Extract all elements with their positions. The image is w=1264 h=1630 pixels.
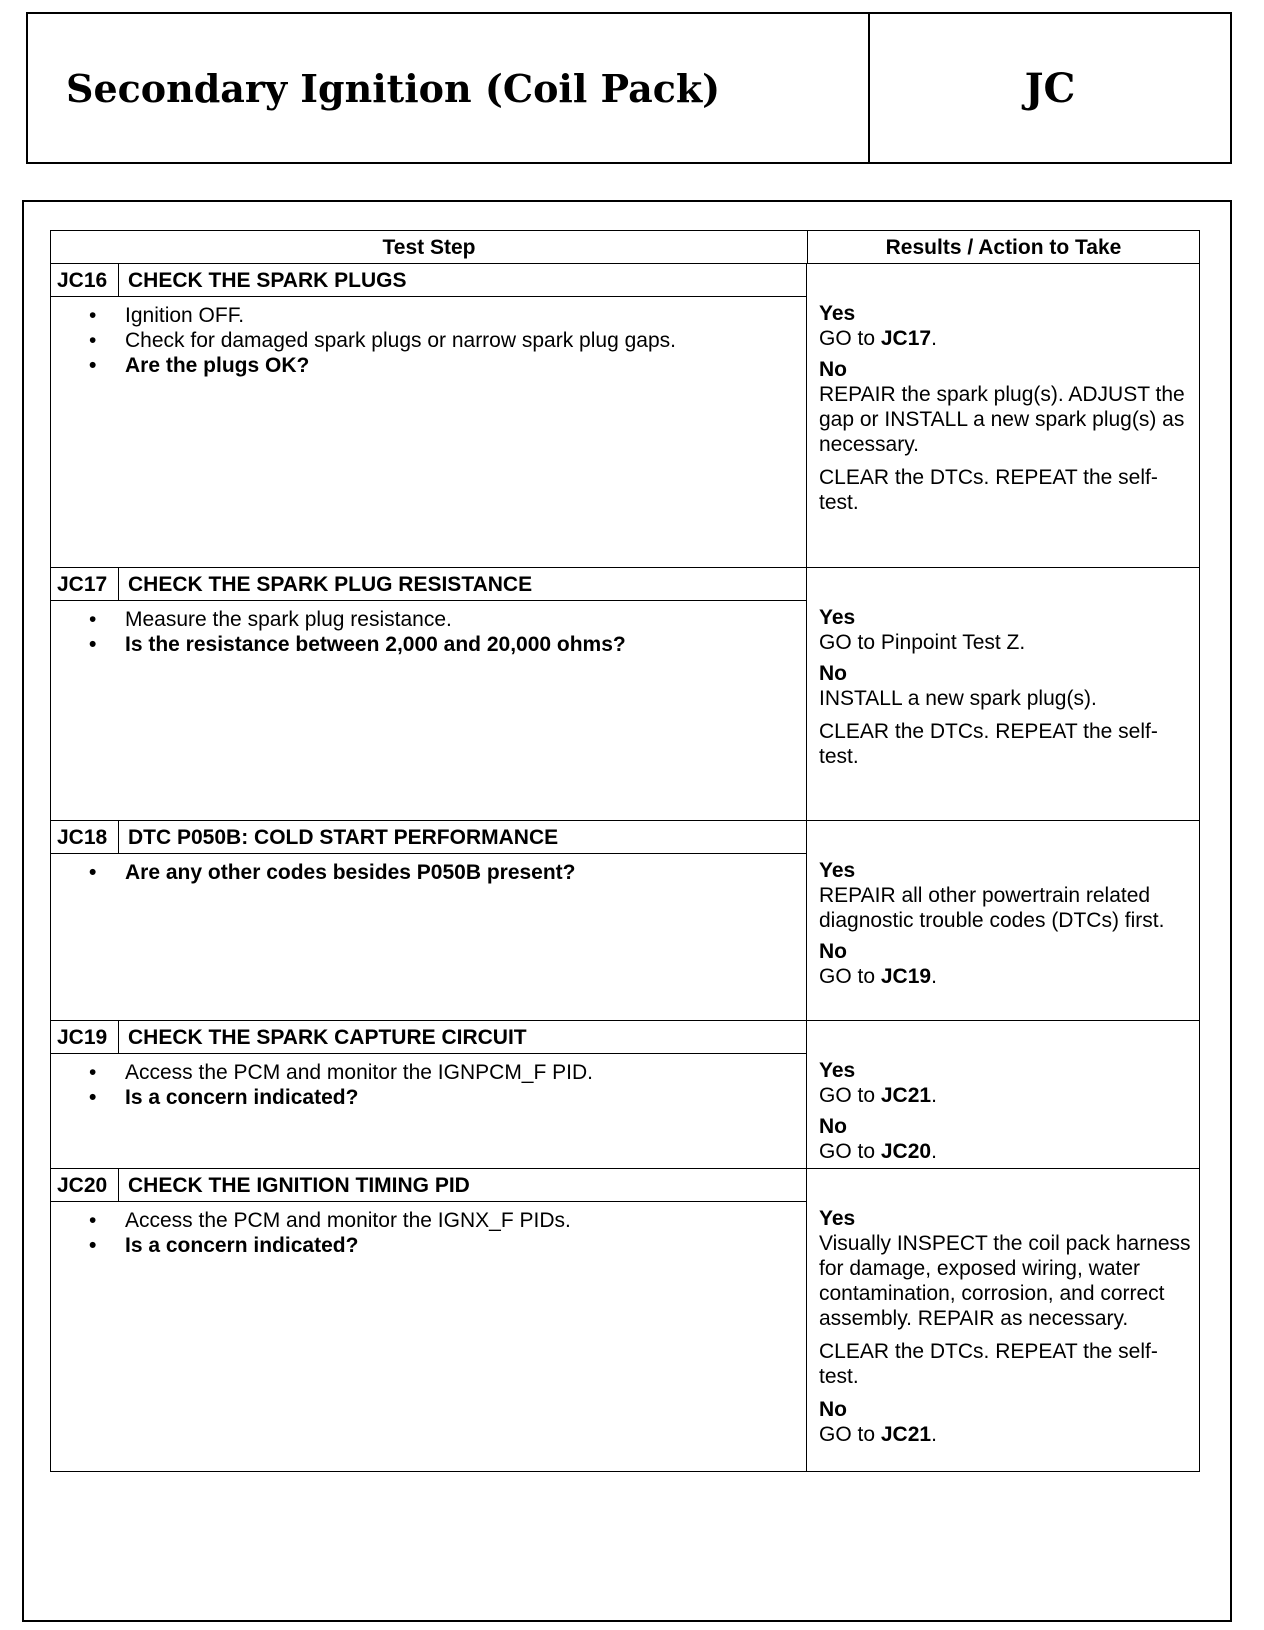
step-results [807, 264, 1199, 567]
yes-action: GO to Pinpoint Test Z. [819, 631, 1026, 654]
step-results [807, 1021, 1199, 1168]
no-action: GO to JC21. [819, 1423, 937, 1446]
yes-action: GO to JC21. [819, 1084, 937, 1107]
list-item: • Is the resistance between 2,000 and 20,000 ohms? [125, 632, 776, 657]
table-row [51, 264, 1199, 568]
col-header-test-step: Test Step [51, 231, 808, 263]
list-item: • Check for damaged spark plugs or narrow spark plug gaps. [125, 328, 776, 353]
no-label: No [819, 358, 847, 381]
no-action-followup: CLEAR the DTCs. REPEAT the self-test. [819, 720, 1158, 768]
section-code: JC [1024, 64, 1076, 112]
step-title: CHECK THE SPARK CAPTURE CIRCUIT [128, 1025, 527, 1049]
content-frame [22, 200, 1232, 1622]
no-label: No [819, 1398, 847, 1421]
no-action: GO to JC20. [819, 1140, 937, 1163]
list-item: • Are the plugs OK? [125, 353, 776, 378]
list-item: • Is a concern indicated? [125, 1085, 776, 1110]
no-label: No [819, 662, 847, 685]
table-row [51, 1169, 1199, 1471]
step-results [807, 821, 1199, 1020]
yes-action: GO to JC17. [819, 327, 937, 350]
no-label: No [819, 1115, 847, 1138]
step-results [807, 1169, 1199, 1471]
step-bullets [51, 1202, 806, 1258]
table-row [51, 1021, 1199, 1169]
yes-label: Yes [819, 1059, 856, 1082]
yes-action-followup: CLEAR the DTCs. REPEAT the self-test. [819, 1340, 1158, 1388]
no-action: INSTALL a new spark plug(s). [819, 687, 1097, 710]
list-item: • Access the PCM and monitor the IGNX_F PIDs. [125, 1208, 776, 1233]
step-title: CHECK THE IGNITION TIMING PID [128, 1173, 470, 1197]
yes-label: Yes [819, 1207, 856, 1230]
page-header [26, 12, 1232, 164]
step-id: JC20 [51, 1169, 119, 1201]
step-bullets [51, 601, 806, 657]
no-label: No [819, 940, 847, 963]
step-results [807, 568, 1199, 820]
list-item: • Is a concern indicated? [125, 1233, 776, 1258]
col-header-results: Results / Action to Take [885, 235, 1122, 259]
table-header [51, 231, 1199, 264]
step-bullets [51, 297, 806, 378]
list-item: • Ignition OFF. [125, 303, 776, 328]
step-id: JC17 [51, 568, 119, 600]
yes-label: Yes [819, 606, 856, 629]
step-id: JC19 [51, 1021, 119, 1053]
list-item: • Access the PCM and monitor the IGNPCM_F PID. [125, 1060, 776, 1085]
step-id: JC16 [51, 264, 119, 296]
list-item: • Are any other codes besides P050B present? [125, 860, 776, 885]
step-id: JC18 [51, 821, 119, 853]
table-row [51, 568, 1199, 821]
yes-label: Yes [819, 302, 856, 325]
test-step-table [50, 230, 1200, 1472]
step-title: CHECK THE SPARK PLUG RESISTANCE [128, 572, 533, 596]
list-item: • Measure the spark plug resistance. [125, 607, 776, 632]
yes-label: Yes [819, 859, 856, 882]
no-action: REPAIR the spark plug(s). ADJUST the gap or INSTALL a new spark plug(s) as necessary. [819, 383, 1185, 456]
page-title: Secondary Ignition (Coil Pack) [28, 14, 870, 162]
yes-action: REPAIR all other powertrain related diagnostic trouble codes (DTCs) first. [819, 884, 1165, 932]
yes-action: Visually INSPECT the coil pack harness for damage, exposed wiring, water contamination, corrosion, and correct assembly. REPAIR as necessary. [819, 1232, 1191, 1330]
step-bullets [51, 1054, 806, 1110]
step-title: DTC P050B: COLD START PERFORMANCE [128, 825, 559, 849]
table-row [51, 821, 1199, 1021]
no-action-followup: CLEAR the DTCs. REPEAT the self-test. [819, 466, 1158, 514]
no-action: GO to JC19. [819, 965, 937, 988]
step-bullets [51, 854, 806, 885]
step-title: CHECK THE SPARK PLUGS [128, 268, 407, 292]
